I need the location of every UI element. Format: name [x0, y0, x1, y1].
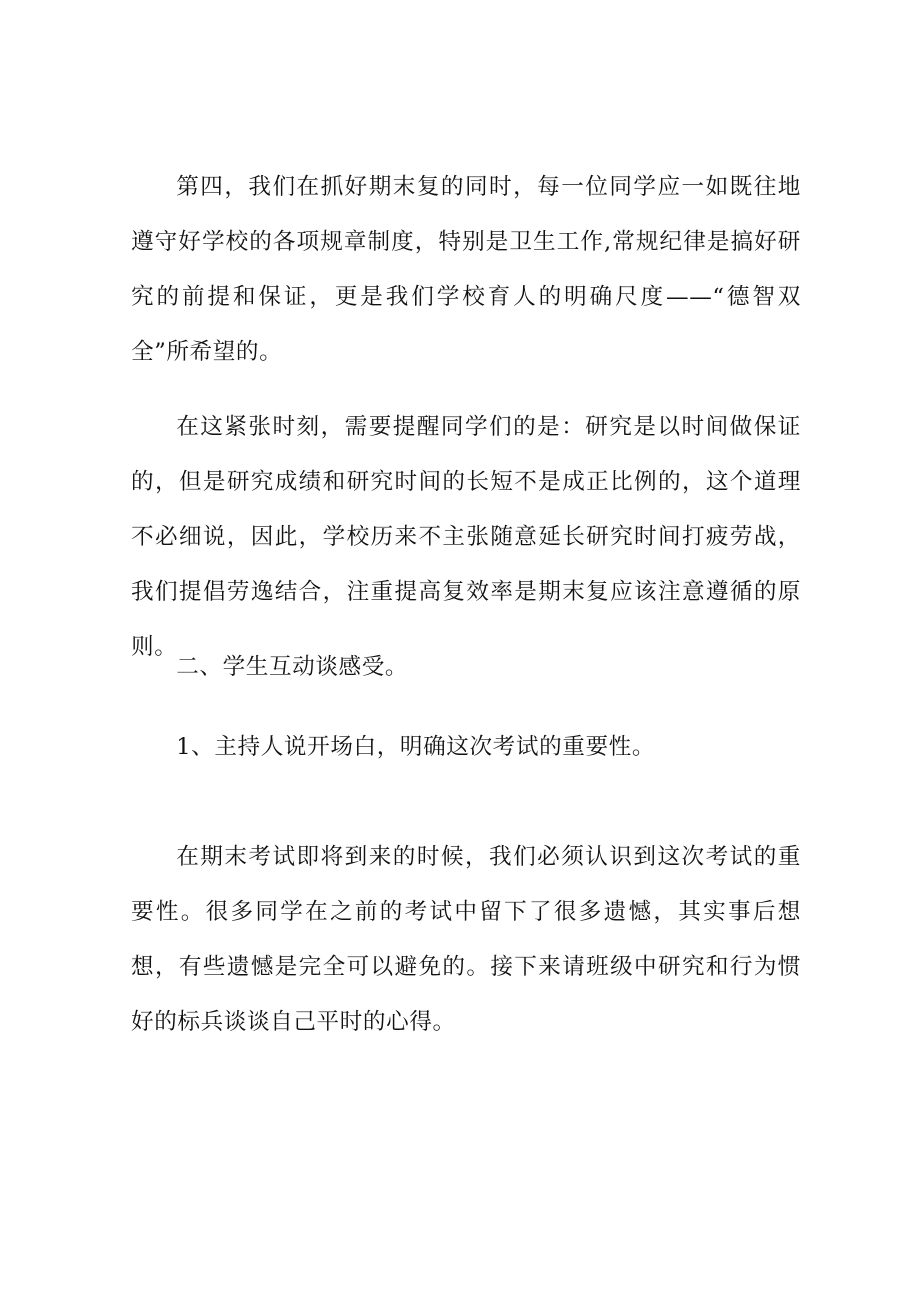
paragraph-study-time: 在这紧张时刻，需要提醒同学们的是：研究是以时间做保证的，但是研究成绩和研究时间的长短不是成正比例的，这个道理不必细说，因此，学校历来不主张随意延长研究时间打疲劳战，我们提倡劳逸结合，注重提高复效率是期末复应该注意遵循的原则。: [131, 414, 801, 660]
paragraph-rules: 第四，我们在抓好期末复的同时，每一位同学应一如既往地遵守好学校的各项规章制度，特别是卫生工作,常规纪律是搞好研究的前提和保证，更是我们学校育人的明确尺度——“德智双全”所希望的。: [131, 174, 801, 365]
section-heading-student-interaction: 二、学生互动谈感受。: [176, 654, 409, 680]
paragraph-exam-importance: 在期末考试即将到来的时候，我们必须认识到这次考试的重要性。很多同学在之前的考试中留下了很多遗憾，其实事后想想，有些遗憾是完全可以避免的。接下来请班级中研究和行为惯好的标兵谈谈自己平时的心得。: [131, 844, 801, 1035]
list-item-host-opening: 1、主持人说开场白，明确这次考试的重要性。: [176, 734, 656, 760]
